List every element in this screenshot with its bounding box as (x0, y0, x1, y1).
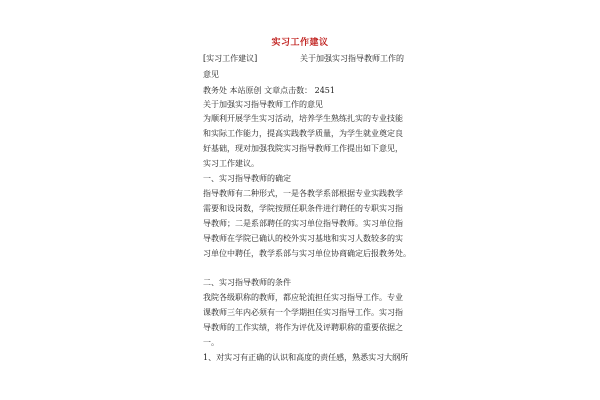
headline-part1: 关于加强实习指导教师工作的 (300, 54, 404, 63)
source-line: 教务处 本站原创 文章点击数： 2451 (203, 86, 335, 95)
headline-part2: 意见 (203, 70, 219, 79)
body-line: 课教师三年内必须有一个学期担任实习指导工作。实习指 (203, 308, 403, 317)
body-line: 关于加强实习指导教师工作的意见 (203, 100, 323, 109)
body-line: 导教师在学院已确认的校外实习基地和实习人数较多的实 (203, 234, 403, 243)
body-line: 指导教师有二种形式，一是各教学系部根据专业实践教学 (203, 189, 403, 198)
category-tag: [实习工作建议] (203, 54, 258, 63)
body-line: 需要和设岗数，学院按照任职条件进行聘任的专职实习指 (203, 204, 403, 213)
body-line: 导教师的工作实绩，将作为评优及评聘职称的重要依据之 (203, 323, 403, 332)
body-line: 和实际工作能力，提高实践教学质量，为学生就业奠定良 (203, 129, 403, 138)
body-line: 导教师；二是系部聘任的实习单位指导教师。实习单位指 (203, 219, 403, 228)
body-line: 我院各级职称的教师，都应轮流担任实习指导工作。专业 (203, 293, 403, 302)
body-line: 1、对实习有正确的认识和高度的责任感，熟悉实习大纲所 (203, 353, 409, 362)
section-heading: 二、实习指导教师的条件 (203, 278, 291, 287)
body-line: 实习工作建议。 (203, 159, 259, 168)
body-line: 好基础，现对加强我院实习指导教师工作提出如下意见， (203, 144, 403, 153)
document-title: 实习工作建议 (271, 38, 329, 48)
body-line: 习单位中聘任，教学系部与实习单位协商确定后报教务处。 (203, 249, 411, 258)
section-heading: 一、实习指导教师的确定 (203, 174, 291, 183)
body-line: 为顺利开展学生实习活动，培养学生熟练扎实的专业技能 (203, 114, 403, 123)
body-line: 一。 (203, 338, 219, 347)
